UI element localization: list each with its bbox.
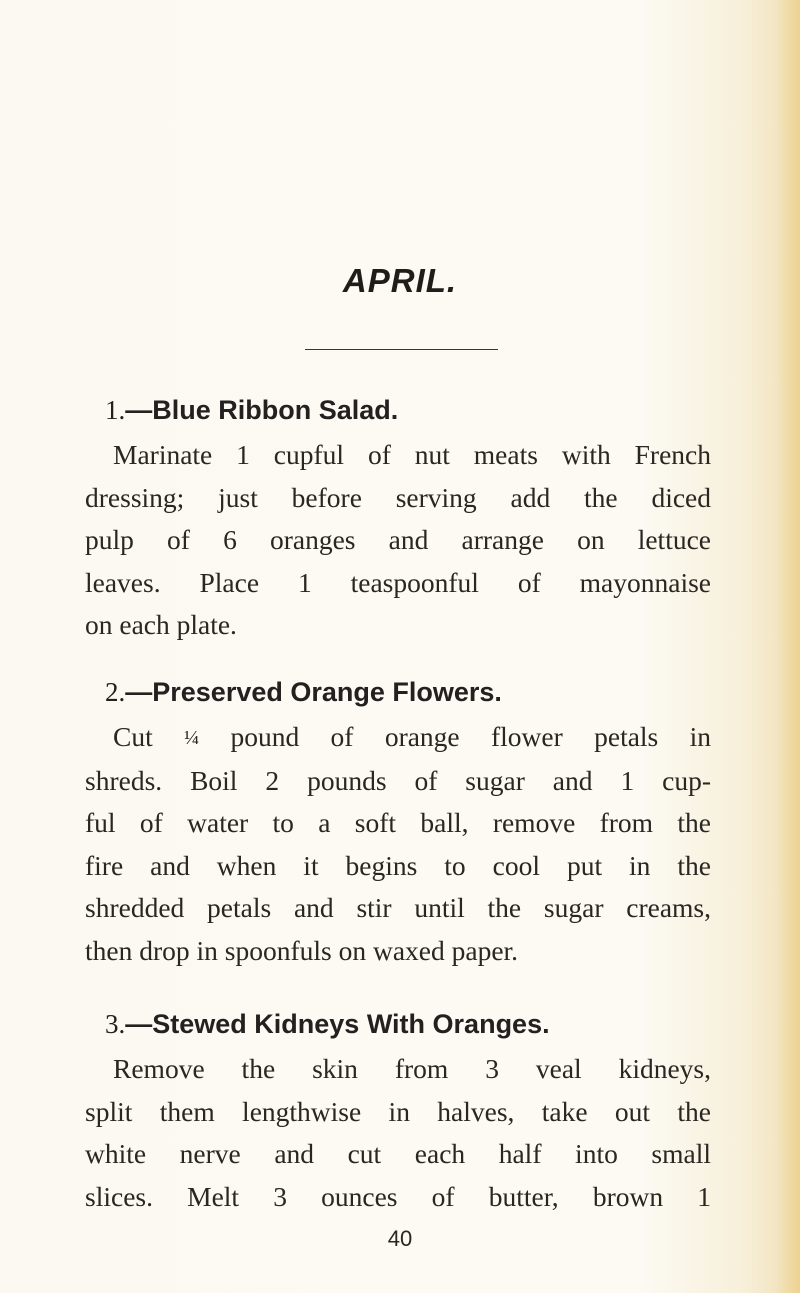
fraction-quarter: ¼ (184, 727, 200, 749)
page-edge-stain (776, 0, 800, 1293)
recipe-name: Preserved Orange Flowers. (152, 677, 502, 707)
instruction-line: shredded petals and stir until the sugar creams, (85, 892, 711, 924)
instruction-line: Remove the skin from 3 veal kidneys, (113, 1053, 711, 1084)
instruction-line: slices. Melt 3 ounces of butter, brown 1 (85, 1180, 711, 1212)
recipe-instructions (85, 434, 711, 647)
page-title: APRIL. (342, 262, 458, 299)
instruction-line: shreds. Boil 2 pounds of sugar and 1 cup- (85, 764, 711, 796)
instruction-line: pulp of 6 oranges and arrange on lettuce (85, 524, 711, 556)
recipe-dash: — (125, 395, 153, 425)
recipe-heading (105, 672, 711, 712)
recipe-number: 3. (105, 1009, 126, 1039)
instruction-line: white nerve and cut each half into small (85, 1138, 711, 1170)
title-divider (305, 349, 498, 350)
instruction-line: on each plate. (85, 609, 237, 641)
recipe-name: Stewed Kidneys With Oranges. (152, 1009, 550, 1039)
recipe-dash: — (125, 677, 153, 707)
instruction-line: then drop in spoonfuls on waxed paper. (85, 934, 519, 966)
recipe-blue-ribbon-salad (85, 390, 711, 647)
instruction-line: split them lengthwise in halves, take out the (85, 1095, 711, 1127)
recipe-stewed-kidneys-with-oranges (85, 1004, 711, 1218)
recipe-heading (105, 390, 711, 430)
instruction-line (85, 716, 711, 760)
recipe-instructions (85, 1048, 711, 1218)
recipe-dash: — (125, 1009, 153, 1039)
recipe-name: Blue Ribbon Salad. (152, 395, 399, 425)
instruction-text: Cut (113, 721, 153, 752)
instruction-line: fire and when it begins to cool put in the (85, 849, 711, 881)
recipe-number: 1. (105, 395, 126, 425)
instruction-line: Marinate 1 cupful of nut meats with French (113, 439, 711, 470)
instruction-line: ful of water to a soft ball, remove from the (85, 807, 711, 839)
recipe-number: 2. (105, 677, 126, 707)
instruction-text: pound of orange flower petals in (230, 721, 711, 752)
instruction-line: dressing; just before serving add the diced (85, 481, 711, 513)
page-number: 40 (387, 1226, 413, 1251)
recipe-heading (105, 1004, 711, 1044)
recipe-instructions (85, 716, 711, 973)
instruction-line: leaves. Place 1 teaspoonful of mayonnaise (85, 566, 711, 598)
recipe-preserved-orange-flowers (85, 672, 711, 973)
